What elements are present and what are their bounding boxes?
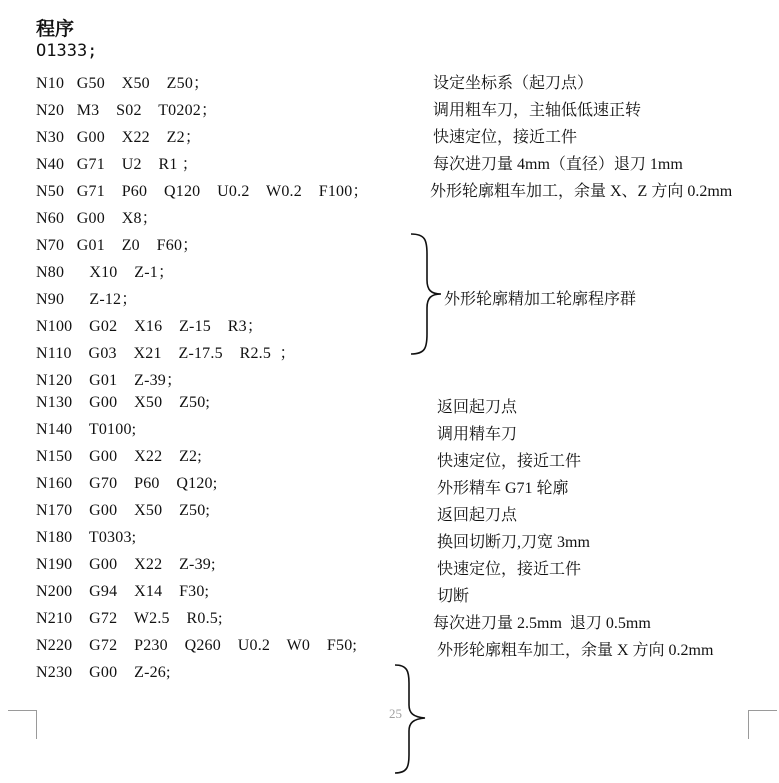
page-number: 25 — [389, 706, 402, 721]
code-line: N40 G71 U2 R1 ； — [36, 156, 198, 173]
code-line: N10 G50 X50 Z50； — [36, 75, 210, 92]
margin-corner-mark — [748, 710, 777, 739]
line-comment: 外形精车 G71 轮廓 — [437, 480, 569, 497]
code-line: N170 G00 X50 Z50; — [36, 502, 211, 519]
line-comment: 调用粗车刀，主轴低低速正转 — [433, 102, 642, 119]
line-comment: 返回起刀点 — [437, 399, 518, 416]
line-comment: 快速定位，接近工件 — [433, 129, 578, 146]
line-comment: 设定坐标系（起刀点） — [433, 75, 594, 92]
line-comment: 切断 — [437, 588, 470, 605]
code-line: N20 M3 S02 T0202； — [36, 102, 218, 119]
code-line: N110 G03 X21 Z-17.5 R2.5 ； — [36, 345, 296, 362]
code-line: N130 G00 X50 Z50; — [36, 394, 211, 411]
curly-brace-icon — [405, 232, 445, 356]
line-comment: 每次进刀量 2.5mm 退刀 0.5mm — [433, 615, 651, 632]
code-line: N70 G01 Z0 F60； — [36, 237, 199, 254]
line-comment: 快速定位，接近工件 — [437, 453, 582, 470]
line-comment: 每次进刀量 4mm（直径）退刀 1mm — [433, 156, 683, 173]
code-line: N50 G71 P60 Q120 U0.2 W0.2 F100； — [36, 183, 369, 200]
program-name: O1333; — [36, 41, 98, 61]
code-line: N150 G00 X22 Z2; — [36, 448, 202, 465]
code-line: N190 G00 X22 Z-39; — [36, 556, 216, 573]
margin-corner-mark — [8, 710, 37, 739]
code-line: N160 G70 P60 Q120; — [36, 475, 218, 492]
code-line: N100 G02 X16 Z-15 R3； — [36, 318, 264, 335]
line-comment: 换回切断刀,刀宽 3mm — [437, 534, 590, 551]
line-comment: 快速定位，接近工件 — [437, 561, 582, 578]
code-line: N220 G72 P230 Q260 U0.2 W0 F50; — [36, 637, 358, 654]
brace-label: 外形轮廓精加工轮廓程序群 — [444, 291, 637, 308]
line-comment: 调用精车刀 — [437, 426, 518, 443]
page-title: 程序 — [36, 18, 75, 40]
code-line: N90 Z-12； — [36, 291, 138, 308]
line-comment: 外形轮廓粗车加工，余量 X、Z 方向 0.2mm — [430, 183, 733, 200]
code-line: N30 G00 X22 Z2； — [36, 129, 202, 146]
line-comment: 外形轮廓粗车加工，余量 X 方向 0.2mm — [437, 642, 714, 659]
code-line: N180 T0303; — [36, 529, 137, 546]
code-line: N210 G72 W2.5 R0.5; — [36, 610, 223, 627]
code-line: N120 G01 Z-39； — [36, 372, 183, 389]
line-comment: 返回起刀点 — [437, 507, 518, 524]
code-line: N230 G00 Z-26; — [36, 664, 171, 681]
code-line: N140 T0100; — [36, 421, 137, 438]
code-line: N60 G00 X8； — [36, 210, 158, 227]
code-line: N80 X10 Z-1； — [36, 264, 175, 281]
code-line: N200 G94 X14 F30; — [36, 583, 210, 600]
